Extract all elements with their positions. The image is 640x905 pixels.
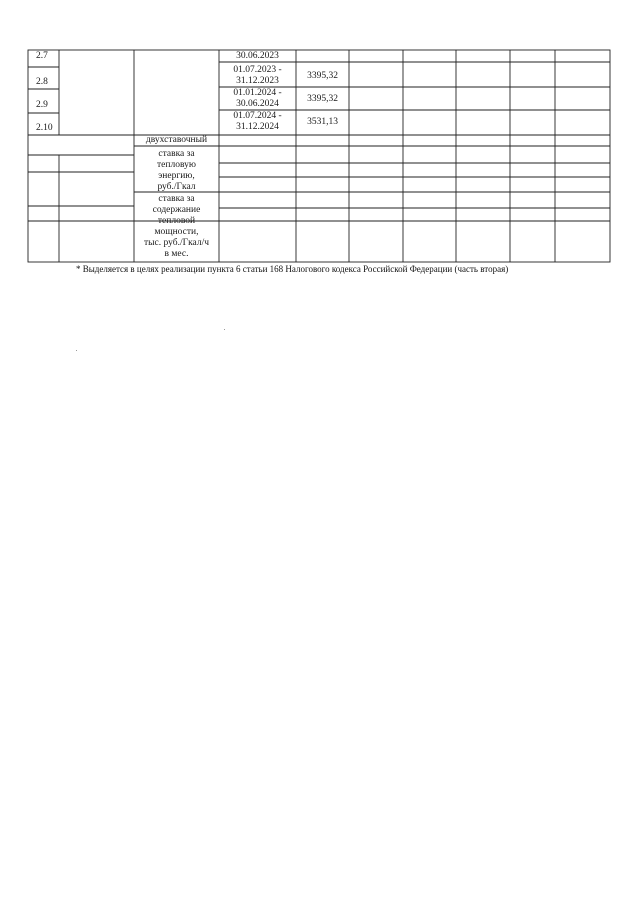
row-number-2-10: 2.10 [36,123,53,133]
value-2-8: 3395,32 [307,71,338,81]
row-number-2-9: 2.9 [36,100,48,110]
footnote: * Выделяется в целях реализации пункта 6 статьи 168 Налогового кодекса Российской Федерации (часть вторая) [76,264,509,274]
period-line2: 31.12.2024 [236,122,279,132]
period-line1: 01.01.2024 - [233,88,282,98]
energy-rate-label [134,149,219,193]
energy-rate-line: руб./Гкал [157,182,196,192]
energy-rate-line: тепловую [157,160,196,170]
capacity-rate-line: тепловой [157,216,196,226]
value-2-9: 3395,32 [307,94,338,104]
period-line1: 30.06.2023 [236,51,279,61]
capacity-rate-line: в мес. [164,249,189,259]
energy-rate-line: ставка за [158,149,195,159]
capacity-rate-label [134,194,219,260]
period-2-10 [219,111,296,133]
period-2-9 [219,88,296,110]
energy-rate-line: энергию, [158,171,195,181]
scan-speck [76,350,77,351]
row-number-2-7: 2.7 [36,51,48,61]
period-2-7 [219,51,296,62]
two-rate-label: двухставочный [145,135,208,145]
capacity-rate-line: мощности, [154,227,199,237]
capacity-rate-line: содержание [152,205,201,215]
period-line1: 01.07.2023 - [233,65,282,75]
capacity-rate-line: ставка за [158,194,195,204]
value-2-10: 3531,13 [307,117,338,127]
row-number-2-8: 2.8 [36,77,48,87]
period-2-8 [219,65,296,87]
scan-speck [224,329,225,330]
capacity-rate-line: тыс. руб./Гкал/ч [143,238,210,248]
period-line1: 01.07.2024 - [233,111,282,121]
period-line2: 31.12.2023 [236,76,279,86]
period-line2: 30.06.2024 [236,99,279,109]
